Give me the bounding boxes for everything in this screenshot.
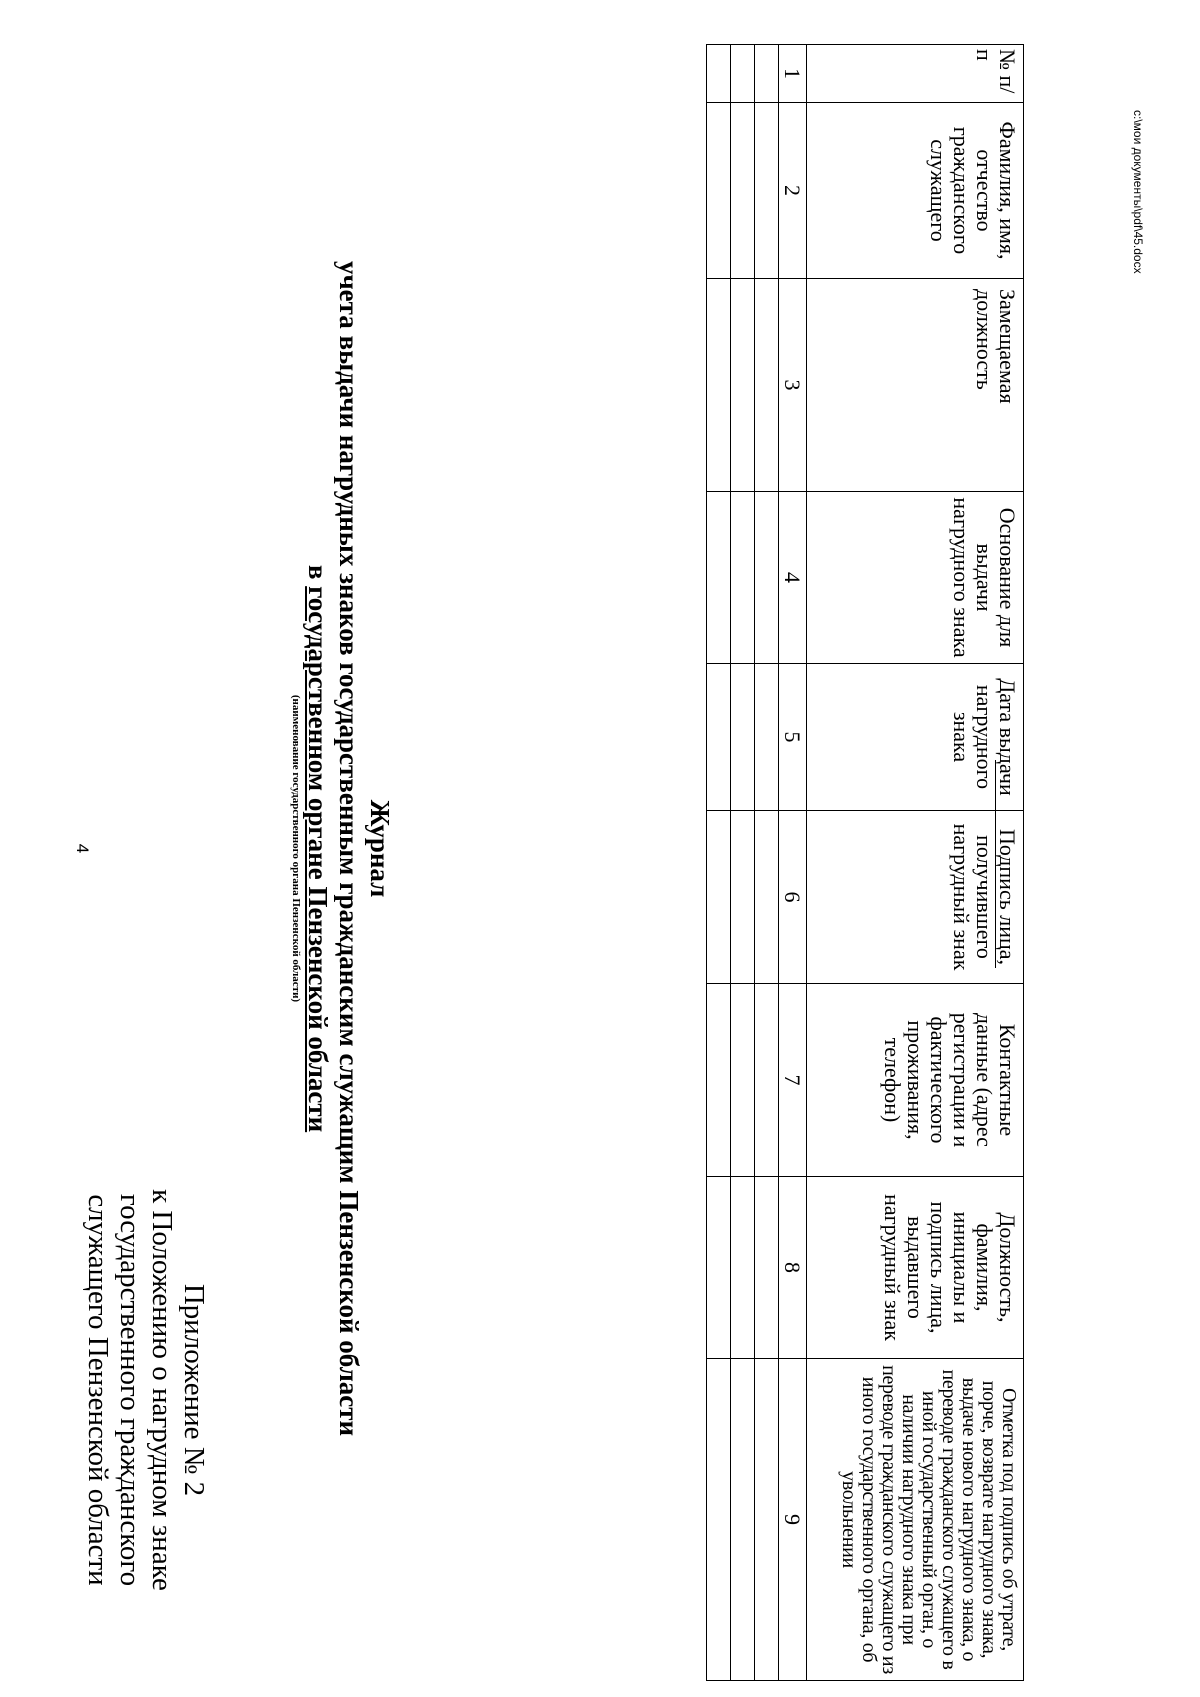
empty-cell (731, 103, 755, 279)
empty-cell (731, 1177, 755, 1359)
empty-row (755, 45, 779, 1681)
empty-cell (755, 279, 779, 492)
empty-cell (731, 45, 755, 103)
header-cell: Основание для выдачи нагрудного знака (807, 492, 1024, 664)
file-path: c:\мои документы\pdf\45.docx (1131, 110, 1145, 274)
column-number: 7 (779, 984, 807, 1177)
empty-cell (755, 984, 779, 1177)
header-cell: Фамилия, имя, отчество гражданского служащего (807, 103, 1024, 279)
appendix-line: служащего Пензенской области (82, 1194, 114, 1586)
header-cell: Отметка под подпись об утрате, порче, возврате нагрудного знака, выдаче нового нагрудного знака, о переводе гражданского служащего в иной государственный орган, о наличии нагрудного знака при переводе гражданского служащего из иного государственного органа, об увольнении (807, 1359, 1024, 1681)
empty-cell (731, 664, 755, 811)
organ-name: государственном органе Пензенской области (303, 586, 333, 1133)
column-number-row (779, 45, 807, 1681)
header-cell: Подпись лица, получившего нагрудный знак (807, 811, 1024, 984)
empty-cell (731, 279, 755, 492)
column-number: 1 (779, 45, 807, 103)
empty-cell (731, 1359, 755, 1681)
column-number: 2 (779, 103, 807, 279)
empty-cell (755, 492, 779, 664)
header-cell: Контактные данные (адрес регистрации и фактического проживания, телефон) (807, 984, 1024, 1177)
register-table (706, 44, 1024, 1681)
empty-cell (707, 1177, 731, 1359)
empty-cell (755, 103, 779, 279)
empty-cell (707, 103, 731, 279)
column-number: 5 (779, 664, 807, 811)
organ-caption: (наименование государственного органа Пензенской области) (290, 694, 302, 1003)
journal-subtitle: учета выдачи нагрудных знаков государственным гражданским служащим Пензенской области (334, 260, 364, 1437)
empty-cell (707, 45, 731, 103)
empty-cell (707, 279, 731, 492)
empty-cell (755, 664, 779, 811)
appendix-block (82, 1110, 210, 1670)
journal-title-block (290, 140, 395, 1557)
header-cell: Дата выдачи нагрудного знака (807, 664, 1024, 811)
empty-cell (707, 664, 731, 811)
column-number: 9 (779, 1359, 807, 1681)
column-number: 4 (779, 492, 807, 664)
journal-organ-line (302, 140, 333, 1557)
page-number: 4 (73, 843, 92, 854)
empty-cell (755, 1177, 779, 1359)
separator-line (995, 760, 996, 968)
empty-cell (731, 984, 755, 1177)
empty-cell (707, 1359, 731, 1681)
empty-cell (755, 811, 779, 984)
empty-cell (731, 492, 755, 664)
empty-cell (755, 1359, 779, 1681)
appendix-line: государственного гражданского (114, 1193, 146, 1587)
column-number: 8 (779, 1177, 807, 1359)
empty-cell (707, 984, 731, 1177)
empty-cell (707, 811, 731, 984)
empty-cell (731, 811, 755, 984)
header-cell: № п/п (807, 45, 1024, 103)
empty-cell (707, 492, 731, 664)
appendix-line: к Положению о нагрудном знаке (146, 1189, 178, 1591)
header-cell: Должность, фамилия, инициалы и подпись лица, выдавшего нагрудный знак (807, 1177, 1024, 1359)
column-number: 3 (779, 279, 807, 492)
journal-title: Журнал (365, 799, 395, 898)
header-cell: Замещаемая должность (807, 279, 1024, 492)
empty-row (707, 45, 731, 1681)
header-row (807, 45, 1024, 1681)
organ-prefix: в (303, 564, 333, 587)
empty-row (731, 45, 755, 1681)
column-number: 6 (779, 811, 807, 984)
empty-cell (755, 45, 779, 103)
appendix-line: Приложение № 2 (178, 1283, 210, 1497)
